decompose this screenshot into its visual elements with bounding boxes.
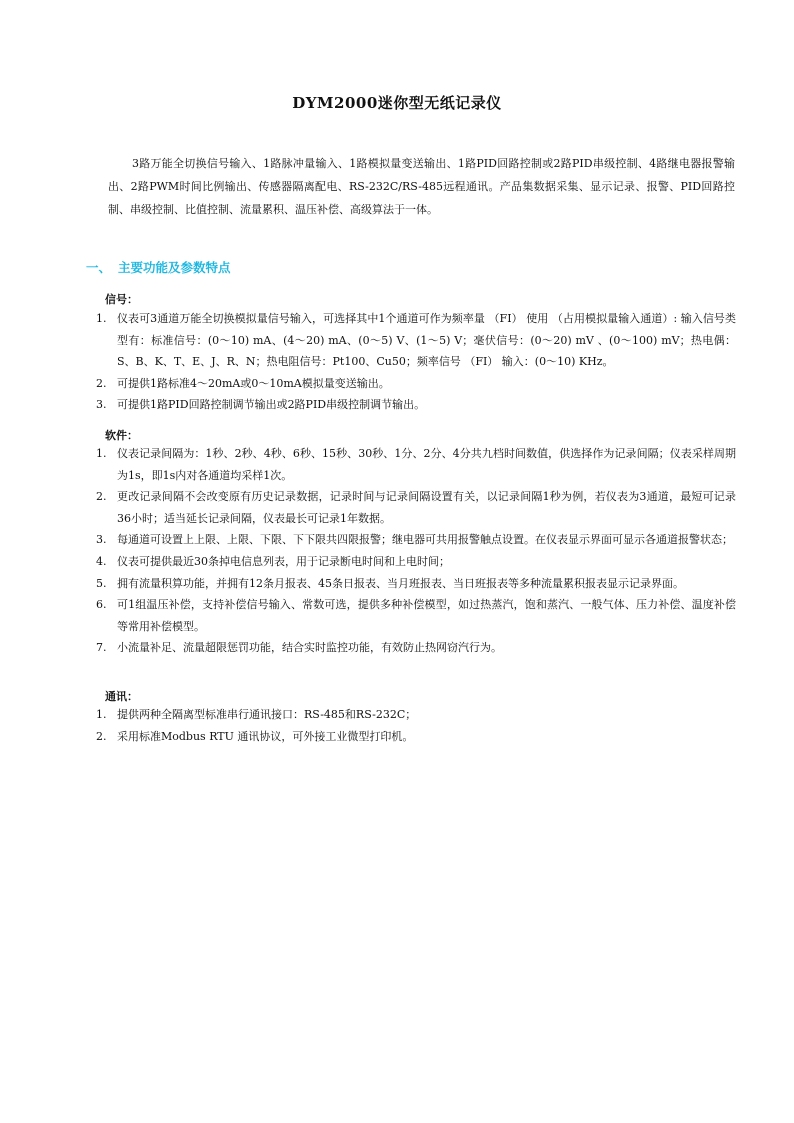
list-item xyxy=(96,529,736,551)
list-item xyxy=(96,443,736,486)
list-item xyxy=(96,373,736,395)
signal-heading: 信号： xyxy=(105,293,138,306)
list-text: 采用标准Modbus RTU 通讯协议，可外接工业微型打印机。 xyxy=(117,729,414,743)
list-number: 1. xyxy=(96,447,107,460)
list-text: 拥有流量积算功能，并拥有12条月报表、45条日报表、当月班报表、当日班报表等多种流量累积报表显示记录界面。 xyxy=(117,576,684,590)
list-number: 3. xyxy=(96,533,107,547)
list-number: 5. xyxy=(96,576,107,590)
list-number: 1. xyxy=(96,708,107,721)
list-item xyxy=(96,573,736,595)
list-text: 每通道可设置上上限、上限、下限、下下限共四限报警；继电器可共用报警触点设置。在仪表显示界面可显示各通道报警状态； xyxy=(117,533,733,547)
software-heading: 软件： xyxy=(105,429,138,442)
list-item xyxy=(96,704,736,726)
list-number: 1. xyxy=(96,312,107,325)
list-number: 6. xyxy=(96,598,107,612)
page-title: DYM2000迷你型无纸记录仪 xyxy=(292,94,502,112)
list-text: 仪表可提供最近30条掉电信息列表，用于记录断电时间和上电时间； xyxy=(117,554,450,568)
list-text: 可提供1路PID回路控制调节输出或2路PID串级控制调节输出。 xyxy=(117,398,426,412)
list-text: 更改记录间隔不会改变原有历史记录数据，记录时间与记录间隔设置有关，以记录间隔1秒为例，若仪表为3通道，最短可记录36小时；适当延长记录间隔，仪表最长可记录1年数据。 xyxy=(117,490,736,525)
list-number: 4. xyxy=(96,554,107,568)
list-item xyxy=(96,726,736,748)
comm-list xyxy=(96,704,736,747)
comm-heading: 通讯： xyxy=(105,690,138,703)
list-number: 2. xyxy=(96,729,107,743)
intro-paragraph: 3路万能全切换信号输入、1路脉冲量输入、1路模拟量变送输出、1路PID回路控制或2路PID串级控制、4路继电器报警输出、2路PWM时间比例输出、传感器隔离配电、RS-232C/RS-485远程通讯。产品集数据采集、显示记录、报警、PID回路控制、串级控制、比值控制、流量累积、温压补偿、高级算法于一体。 xyxy=(108,157,735,216)
list-item xyxy=(96,308,736,373)
list-text: 仪表记录间隔为：1秒、2秒、4秒、6秒、15秒、30秒、1分、2分、4分共九档时间数值，供选择作为记录间隔；仪表采样周期为1s，即1s内对各通道均采样1次。 xyxy=(117,447,736,482)
signal-list xyxy=(96,308,736,416)
list-text: 可提供1路标准4～20mA或0～10mA模拟量变送输出。 xyxy=(117,376,390,390)
list-number: 2. xyxy=(96,490,107,504)
section-title: 主要功能及参数特点 xyxy=(118,260,231,275)
list-item xyxy=(96,637,736,659)
list-text: 小流量补足、流量超限惩罚功能，结合实时监控功能，有效防止热网窃汽行为。 xyxy=(117,641,502,655)
list-text: 可1组温压补偿，支持补偿信号输入、常数可选，提供多种补偿模型，如过热蒸汽，饱和蒸汽、一般气体、压力补偿、温度补偿等常用补偿模型。 xyxy=(117,598,736,633)
section-number: 一、 xyxy=(86,260,112,275)
list-item xyxy=(96,394,736,416)
list-item xyxy=(96,486,736,529)
list-number: 7. xyxy=(96,641,107,655)
section-heading xyxy=(86,258,231,276)
list-number: 2. xyxy=(96,376,107,390)
list-text: 提供两种全隔离型标准串行通讯接口：RS-485和RS-232C； xyxy=(117,708,417,721)
list-item xyxy=(96,594,736,637)
list-item xyxy=(96,551,736,573)
list-text: 仪表可3通道万能全切换模拟量信号输入，可选择其中1个通道可作为频率量 （FI） 使用 （占用模拟量输入通道）: 输入信号类型有：标准信号：(0～10) mA、(4～20) mA、(0～5) V、(1～5) V；毫伏信号：(0～20) mV 、(0～100) mV；热电偶：S、B、K、T、E、J、R、N；热电阻信号：Pt100、Cu50；频率信号 （FI） 输入：(0～10) KHz。 xyxy=(117,312,736,369)
software-list xyxy=(96,443,736,659)
list-number: 3. xyxy=(96,398,107,412)
